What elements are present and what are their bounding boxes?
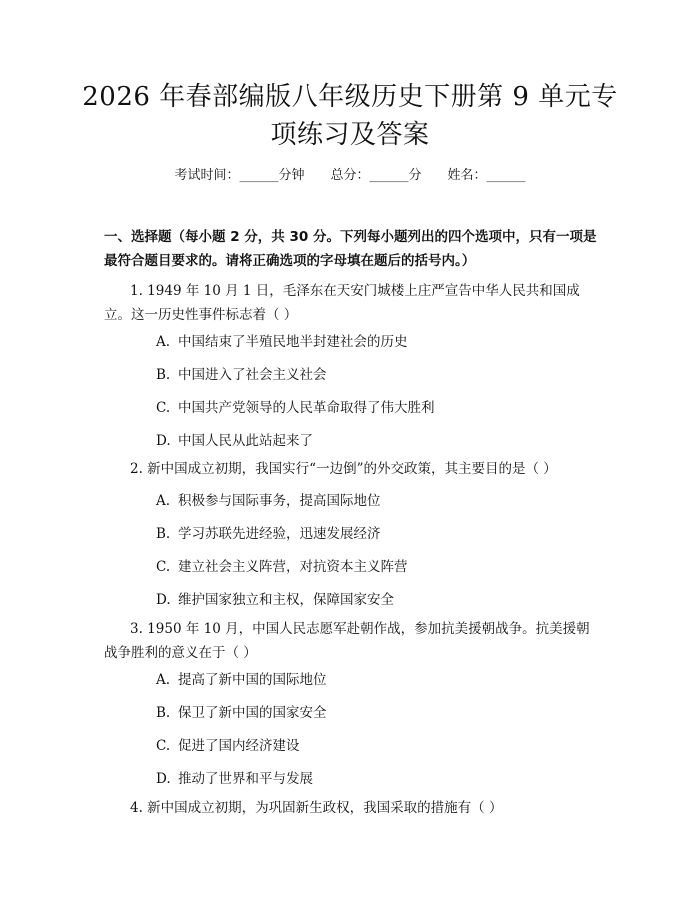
option-letter: C. bbox=[156, 400, 171, 416]
question-3-line-1: 3. 1950 年 10 月，中国人民志愿军赴朝作战，参加抗美援朝战争。抗美援朝 bbox=[130, 621, 590, 637]
question-1-line-1: 1. 1949 年 10 月 1 日，毛泽东在天安门城楼上庄严宣告中华人民共和国成 bbox=[130, 283, 580, 299]
title-line-2: 项练习及答案 bbox=[270, 120, 430, 150]
option-text: 提高了新中国的国际地位 bbox=[178, 672, 327, 688]
option-letter: A. bbox=[156, 493, 171, 509]
total-score-field: 总分：______分 bbox=[330, 168, 422, 183]
option-text: 维护国家独立和主权，保障国家安全 bbox=[178, 592, 394, 608]
option-letter: A. bbox=[156, 672, 171, 688]
question-4-stem bbox=[104, 796, 594, 820]
question-3-option-a bbox=[156, 670, 596, 690]
option-text: 积极参与国际事务，提高国际地位 bbox=[178, 493, 381, 509]
option-letter: B. bbox=[156, 367, 171, 383]
question-4-line-1: 4. 新中国成立初期，为巩固新生政权，我国采取的措施有（ ） bbox=[130, 800, 503, 816]
question-1-option-d bbox=[156, 431, 596, 451]
option-text: 中国结束了半殖民地半封建社会的历史 bbox=[178, 334, 408, 350]
option-text: 保卫了新中国的国家安全 bbox=[178, 705, 327, 721]
option-letter: D. bbox=[156, 771, 171, 787]
question-1-line-2: 立。这一历史性事件标志着（ ） bbox=[104, 307, 298, 323]
option-letter: D. bbox=[156, 433, 171, 449]
exam-info-line bbox=[0, 166, 700, 186]
option-text: 学习苏联先进经验，迅速发展经济 bbox=[178, 526, 381, 542]
option-text: 中国共产党领导的人民革命取得了伟大胜利 bbox=[178, 400, 435, 416]
option-letter: C. bbox=[156, 738, 171, 754]
title-line-1: 2026 年春部编版八年级历史下册第 9 单元专 bbox=[82, 82, 618, 112]
option-letter: B. bbox=[156, 705, 171, 721]
exam-time-field: 考试时间：______分钟 bbox=[174, 168, 305, 183]
option-letter: B. bbox=[156, 526, 171, 542]
question-1-stem bbox=[104, 279, 594, 327]
question-2-option-a bbox=[156, 491, 596, 511]
question-3-option-d bbox=[156, 769, 596, 789]
question-2-option-d bbox=[156, 590, 596, 610]
question-3-option-c bbox=[156, 736, 596, 756]
option-text: 中国进入了社会主义社会 bbox=[178, 367, 327, 383]
option-letter: A. bbox=[156, 334, 171, 350]
question-1-option-a bbox=[156, 332, 596, 352]
option-text: 中国人民从此站起来了 bbox=[178, 433, 313, 449]
option-text: 促进了国内经济建设 bbox=[178, 738, 300, 754]
question-2-line-1: 2. 新中国成立初期，我国实行“一边倒”的外交政策，其主要目的是（ ） bbox=[130, 461, 557, 477]
document-title bbox=[60, 78, 640, 154]
question-1-option-b bbox=[156, 365, 596, 385]
option-text: 推动了世界和平与发展 bbox=[178, 771, 313, 787]
option-text: 建立社会主义阵营，对抗资本主义阵营 bbox=[178, 559, 408, 575]
question-2-stem bbox=[104, 457, 594, 481]
option-letter: C. bbox=[156, 559, 171, 575]
question-3-option-b bbox=[156, 703, 596, 723]
question-1-option-c bbox=[156, 398, 596, 418]
question-2-option-c bbox=[156, 557, 596, 577]
question-3-stem bbox=[104, 617, 594, 665]
name-field: 姓名：______ bbox=[447, 168, 526, 183]
option-letter: D. bbox=[156, 592, 171, 608]
question-2-option-b bbox=[156, 524, 596, 544]
question-3-line-2: 战争胜利的意义在于（ ） bbox=[104, 645, 257, 661]
section-1-heading: 一、选择题（每小题 2 分，共 30 分。下列每小题列出的四个选项中，只有一项是最符合题目要求的。请将正确选项的字母填在题后的括号内。） bbox=[104, 229, 597, 269]
